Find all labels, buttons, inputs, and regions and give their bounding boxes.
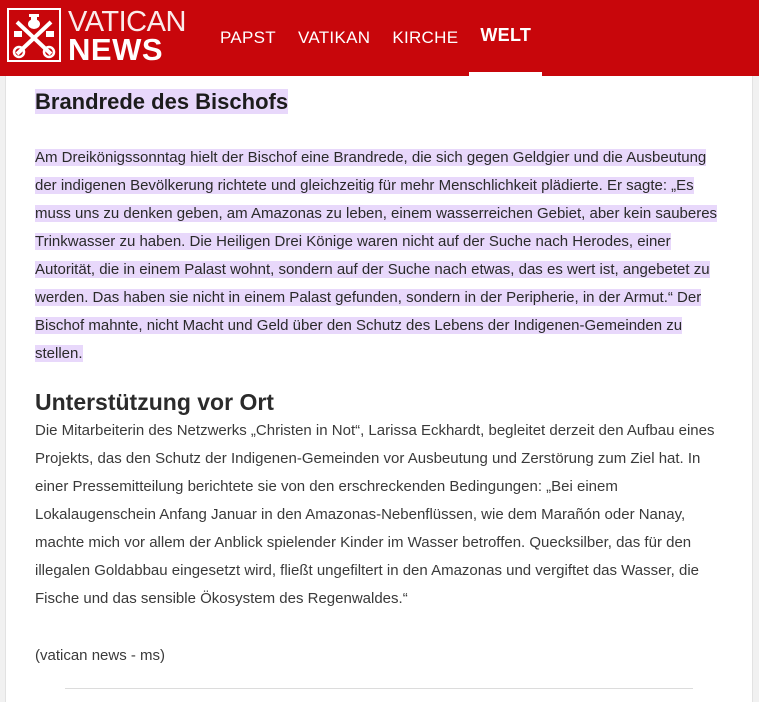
- nav-active-indicator: [469, 72, 542, 76]
- nav-item-welt[interactable]: [469, 0, 542, 76]
- section-divider: [65, 688, 693, 689]
- highlighted-paragraph-text[interactable]: Am Dreikönigssonntag hielt der Bischof eine Brandrede, die sich gegen Geldgier und die Ausbeutung der indigenen Bevölkerung richtete und gleichzeitig für mehr Menschlichkeit plädierte. Er sagte: „Es muss uns zu denken geben, am Amazonas zu leben, einem wasserreichen Gebiet, aber kein sauberes Trinkwasser zu haben. Die Heiligen Drei Könige waren nicht auf der Suche nach Herodes, einer Autorität, die in einem Palast wohnt, sondern auf der Suche nach etwas, das es wert ist, angebetet zu werden. Das haben sie nicht in einem Palast gefunden, sondern in der Peripherie, in der Armut.“ Der Bischof mahnte, nicht Macht und Geld über den Schutz des Lebens der Indigenen-Gemeinden zu stellen.: [35, 149, 718, 362]
- vatican-news-logo[interactable]: [7, 8, 192, 68]
- section-heading-brandrede: [35, 87, 288, 117]
- nav-label: PAPST: [220, 28, 276, 47]
- nav-item-vatikan[interactable]: [287, 0, 381, 76]
- nav-label: KIRCHE: [392, 28, 459, 47]
- site-header: [0, 0, 759, 76]
- logo-text-news: NEWS: [68, 32, 163, 67]
- page-gutter-right: [752, 76, 759, 702]
- nav-item-kirche[interactable]: [381, 0, 469, 76]
- paragraph-unterstuetzung: Die Mitarbeiterin des Netzwerks „Christen in Not“, Larissa Eckhardt, begleitet derzeit den Aufbau eines Projekts, das den Schutz der Indigenen-Gemeinden vor Ausbeutung und Zerstörung zum Ziel hat. In einer Pressemitteilung berichtete sie von den erschreckenden Bedingungen: „Bei einem Lokalaugenschein Anfang Januar in den Amazonas-Nebenflüssen, wie dem Marañón oder Nanay, machte mich vor allem der Anblick spielender Kinder im Wasser betroffen. Quecksilber, das für den illegalen Goldabbau eingesetzt wird, fließt ungefiltert in den Amazonas und vergiftet das Wasser, die Fische und das sensible Ökosystem des Regenwaldes.“: [35, 422, 715, 607]
- page-gutter-left: [0, 76, 6, 702]
- nav-item-papst[interactable]: [209, 0, 287, 76]
- article-byline: (vatican news - ms): [35, 647, 166, 664]
- nav-label: WELT: [480, 24, 532, 45]
- papal-emblem-icon: [7, 8, 61, 62]
- logo-text-vatican: VATICAN: [68, 6, 186, 38]
- nav-label: VATIKAN: [297, 28, 371, 47]
- section-heading-unterstuetzung: Unterstützung vor Ort: [35, 389, 274, 415]
- main-nav: [209, 0, 542, 76]
- paragraph-brandrede: [35, 144, 725, 368]
- highlighted-heading-text[interactable]: Brandrede des Bischofs: [35, 89, 289, 114]
